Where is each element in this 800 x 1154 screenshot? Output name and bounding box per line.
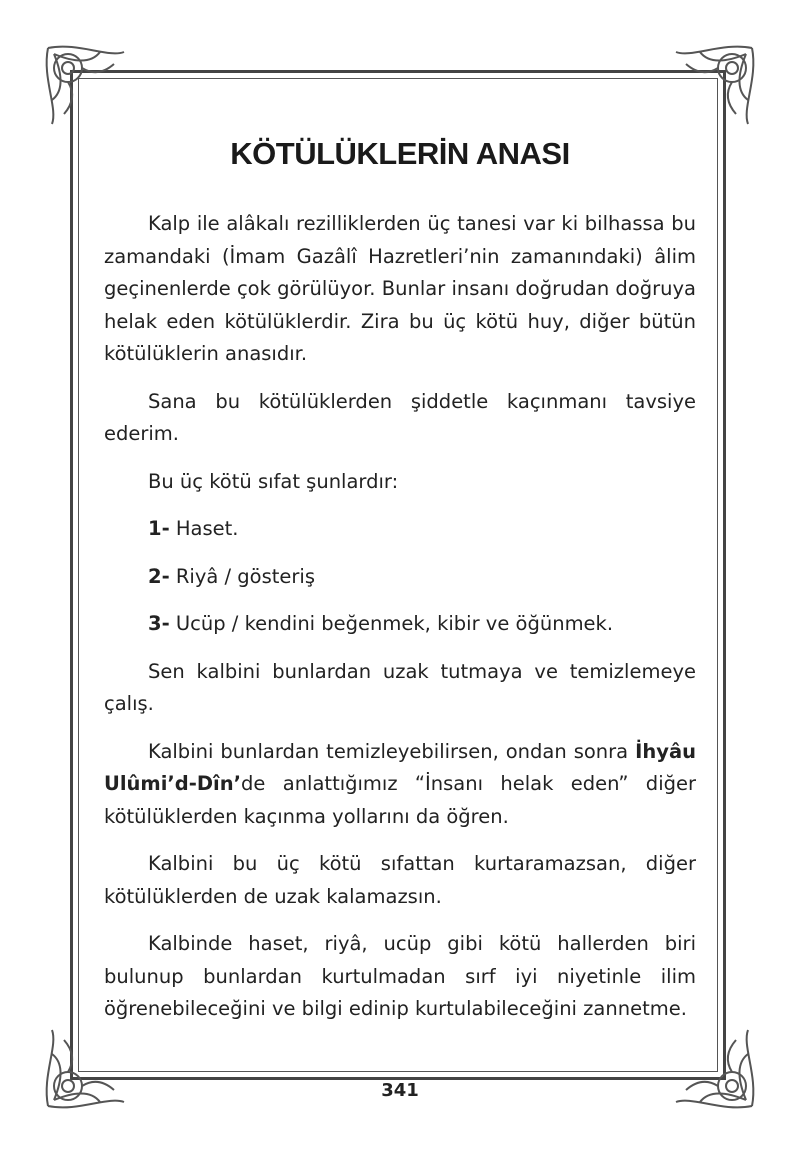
list-text: Ucüp / kendini beğenmek, kibir ve öğünmek. [169, 612, 614, 635]
paragraph-2: Sana bu kötülüklerden şiddetle kaçınmanı tavsiye ederim. [104, 389, 696, 445]
paragraph-6: Kalbini bu üç kötü sıfattan kurtaramazsan, diğer kötülüklerden de uzak kalamazsın. [104, 852, 696, 908]
list-item-1 [104, 513, 696, 546]
ornamental-corner-icon [38, 38, 130, 130]
list-number: 1- [148, 517, 170, 540]
book-title: İhyâu Ulûmi’d-Dîn’ [104, 739, 696, 795]
list-item-2 [104, 561, 696, 594]
list-number: 2- [148, 564, 170, 588]
list-item-3 [104, 608, 696, 641]
paragraph-5 [104, 736, 696, 834]
paragraph-5-start: Kalbini bunlardan temizleyebilirsen, ondan sonra [148, 739, 636, 763]
paragraph-7: Kalbinde haset, riyâ, ucüp gibi kötü hallerden biri bulunup bunlardan kurtulmadan sırf iyi niyetinle ilim öğrenebileceğini ve bilgi edinip kurtulabileceğini zannetme. [104, 932, 696, 1020]
list-number: 3- [148, 612, 170, 635]
ornamental-corner-icon [670, 38, 762, 130]
page-title: KÖTÜLÜKLERİN ANASI [230, 136, 570, 171]
paragraph-3: Bu üç kötü sıfat şunlardır: [148, 469, 399, 493]
list-text: Riyâ / gösteriş [169, 564, 315, 588]
paragraph-5-end: de anlattığımız “İnsanı helak eden” diğer kötülüklerden kaçınma yollarını da öğren. [104, 772, 696, 828]
list-text: Haset. [169, 517, 239, 540]
page-number: 341 [381, 1080, 419, 1101]
body-text [104, 208, 696, 1041]
paragraph-1: Kalp ile alâkalı rezilliklerden üç tanesi var ki bilhassa bu zamandaki (İmam Gazâlî Hazretleri’nin zamanındaki) âlim geçinenlerde çok görülüyor. Bunlar insanı doğrudan doğruya helak eden kötülüklerdir. Zira bu üç kötü huy, diğer bütün kötülüklerin anasıdır. [104, 212, 696, 365]
paragraph-4: Sen kalbini bunlardan uzak tutmaya ve temizlemeye çalış. [104, 659, 696, 715]
